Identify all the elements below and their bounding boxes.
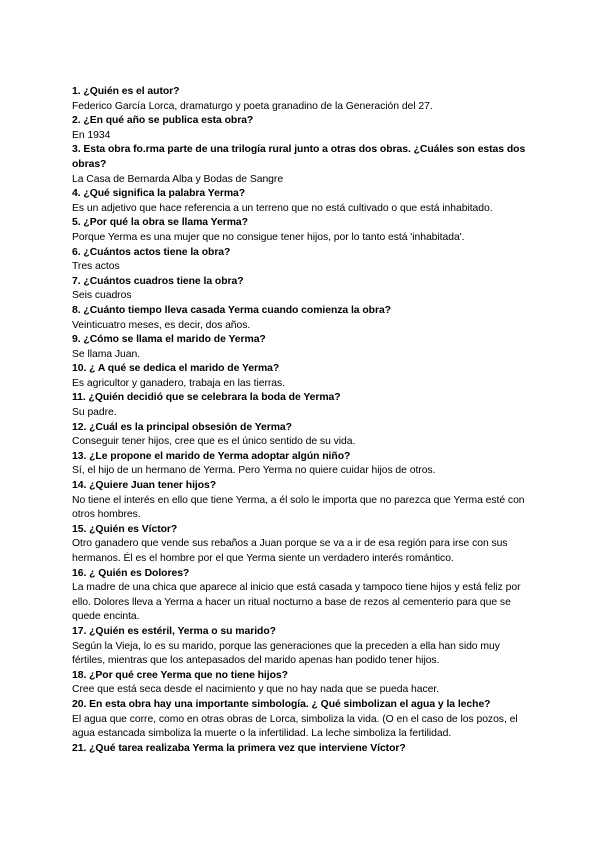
question-4: 4. ¿Qué significa la palabra Yerma? — [72, 188, 246, 200]
answer-20: El agua que corre, como en otras obras de Lorca, simboliza la vida. (O en el caso de los pozos, el agua estancada simboliza la muerte o la infertilidad. La leche simboliza la fertilidad. — [72, 713, 518, 740]
question-21: 21. ¿Qué tarea realizaba Yerma la primera vez que interviene Víctor? — [72, 742, 406, 754]
question-17: 17. ¿Quién es estéril, Yerma o su marido? — [72, 625, 276, 637]
question-6: 6. ¿Cuántos actos tiene la obra? — [72, 246, 231, 258]
answer-1: Federico García Lorca, dramaturgo y poeta granadino de la Generación del 27. — [72, 100, 433, 112]
answer-8: Veinticuatro meses, es decir, dos años. — [72, 319, 251, 331]
answer-12: Conseguir tener hijos, cree que es el único sentido de su vida. — [72, 436, 356, 448]
question-7: 7. ¿Cuántos cuadros tiene la obra? — [72, 275, 244, 287]
question-2: 2. ¿En qué año se publica esta obra? — [72, 115, 254, 127]
question-11: 11. ¿Quién decidió que se celebrara la boda de Yerma? — [72, 392, 341, 404]
answer-18: Cree que está seca desde el nacimiento y que no hay nada que se pueda hacer. — [72, 684, 440, 696]
answer-15: Otro ganadero que vende sus rebaños a Juan porque se va a ir de esa región para irse con sus hermanos. Él es el hombre por el que Yerma siente un verdadero interés romántico. — [72, 538, 508, 564]
question-1: 1. ¿Quién es el autor? — [72, 86, 180, 97]
answer-5: Porque Yerma es una mujer que no consigue tener hijos, por lo tanto está 'inhabitada'. — [72, 231, 465, 243]
answer-13: Sí, el hijo de un hermano de Yerma. Pero Yerma no quiere cuidar hijos de otros. — [72, 465, 436, 477]
answer-4: Es un adjetivo que hace referencia a un terreno que no está cultivado o que está inhabitado. — [72, 202, 493, 214]
answer-10: Es agricultor y ganadero, trabaja en las tierras. — [72, 377, 285, 389]
document-page — [72, 85, 532, 756]
answer-6: Tres actos — [72, 261, 120, 273]
answer-16: La madre de una chica que aparece al inicio que está casada y tampoco tiene hijos y está feliz por ello. Dolores lleva a Yerma a hacer un ritual nocturno a base de rezos al cementerio para que se quede encinta. — [72, 582, 521, 623]
question-13: 13. ¿Le propone el marido de Yerma adoptar algún niño? — [72, 450, 351, 462]
question-10: 10. ¿ A qué se dedica el marido de Yerma? — [72, 363, 280, 375]
answer-3: La Casa de Bernarda Alba y Bodas de Sangre — [72, 173, 284, 185]
answer-9: Se llama Juan. — [72, 348, 141, 360]
answer-11: Su padre. — [72, 407, 117, 419]
question-5: 5. ¿Por qué la obra se llama Yerma? — [72, 217, 248, 229]
question-20: 20. En esta obra hay una importante simbología. ¿ Qué simbolizan el agua y la leche? — [72, 698, 491, 710]
question-9: 9. ¿Cómo se llama el marido de Yerma? — [72, 334, 266, 346]
question-16: 16. ¿ Quién es Dolores? — [72, 567, 190, 579]
answer-17: Según la Vieja, lo es su marido, porque las generaciones que la preceden a ella han sido muy fértiles, mientras que los antepasados del marido apenas han podido tener hijos. — [72, 640, 500, 667]
answer-7: Seis cuadros — [72, 290, 132, 302]
answer-14: No tiene el interés en ello que tiene Yerma, a él solo le importa que no parezca que Yerma esté con otros hombres. — [72, 494, 525, 521]
question-12: 12. ¿Cuál es la principal obsesión de Yerma? — [72, 421, 292, 433]
question-18: 18. ¿Por qué cree Yerma que no tiene hijos? — [72, 669, 288, 681]
question-15: 15. ¿Quién es Víctor? — [72, 523, 178, 535]
question-8: 8. ¿Cuánto tiempo lleva casada Yerma cuando comienza la obra? — [72, 304, 391, 316]
answer-2: En 1934 — [72, 129, 111, 141]
question-14: 14. ¿Quiere Juan tener hijos? — [72, 480, 217, 492]
question-3: 3. Esta obra fo.rma parte de una trilogía rural junto a otras dos obras. ¿Cuáles son estas dos obras? — [72, 144, 526, 170]
